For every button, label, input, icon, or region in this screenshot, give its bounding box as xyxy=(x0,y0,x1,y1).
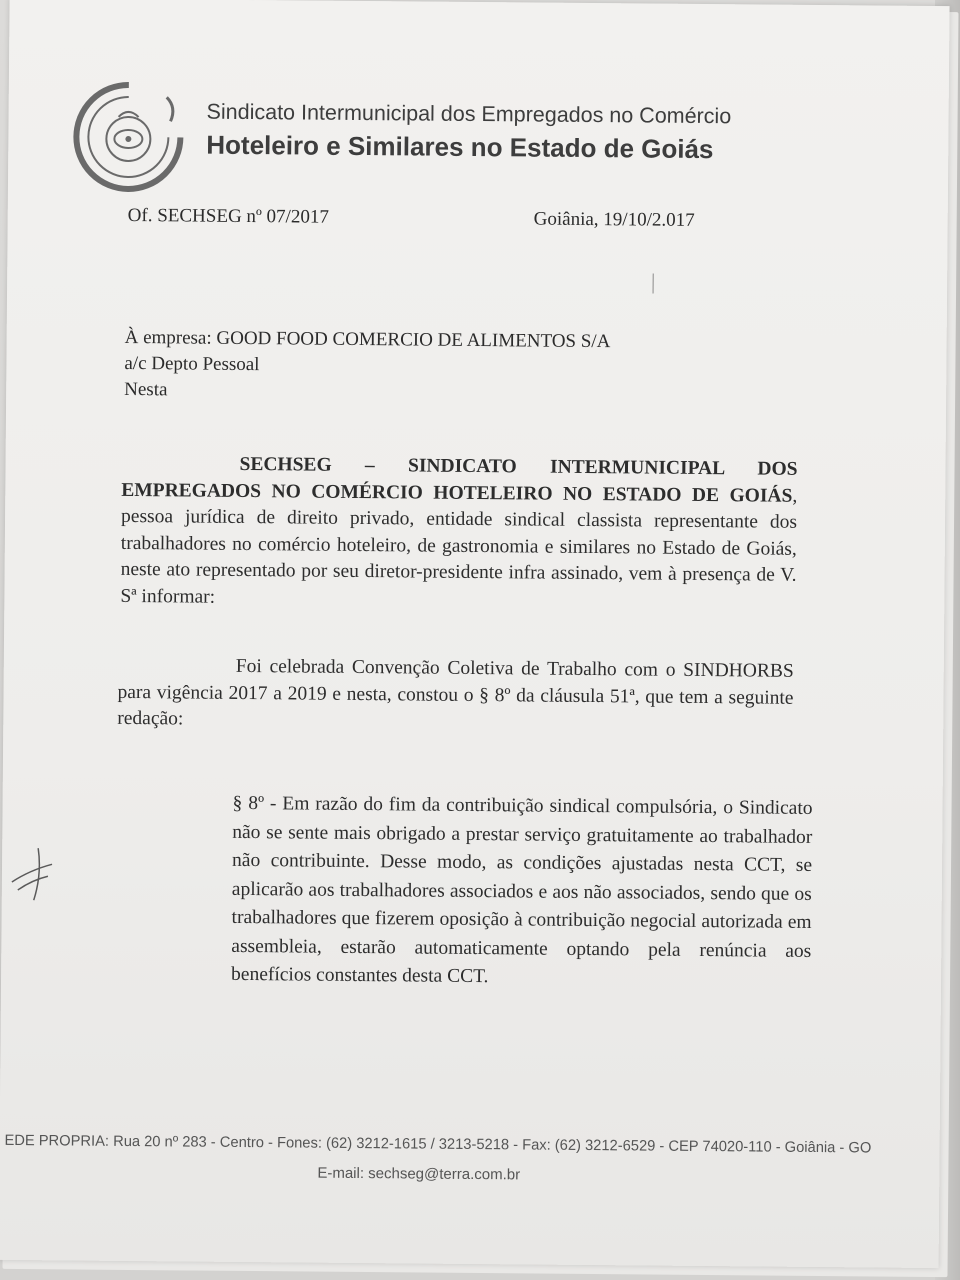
footer-address: EDE PROPRIA: Rua 20 nº 283 - Centro - Fones: (62) 3212-1615 / 3213-5218 - Fax: (62) 3212-6529 - CEP 74020-110 - Goiânia - GO xyxy=(4,1131,872,1157)
sender-name: SECHSEG – SINDICATO INTERMUNICIPAL DOS EMPREGADOS NO COMÉRCIO HOTELEIRO NO ESTADO DE GOIÁS xyxy=(121,453,798,507)
pen-tick-mark xyxy=(647,271,659,295)
recipient-location: Nesta xyxy=(124,378,168,401)
document-date: Goiânia, 19/10/2.017 xyxy=(533,208,695,231)
letterhead-title: Sindicato Intermunicipal dos Empregados no Comércio xyxy=(206,99,732,129)
intro-paragraph xyxy=(120,451,797,616)
document-reference: Of. SECHSEG nº 07/2017 xyxy=(127,204,329,228)
body-text: Foi celebrada Convenção Coletiva de Trabalho com o SINDHORBS para vigência 2017 a 2019 e nesta, constou o § 8º da cláusula 51ª, que tem a seguinte redação: xyxy=(117,655,794,730)
footer-email: E-mail: sechseg@terra.com.br xyxy=(317,1164,521,1184)
recipient-company: À empresa: GOOD FOOD COMERCIO DE ALIMENTOS S/A xyxy=(124,326,611,353)
recipient-block xyxy=(124,325,610,407)
body-paragraph xyxy=(117,653,794,738)
intro-text: , pessoa jurídica de direito privado, entidade sindical classista representante dos trabalhadores no comércio hoteleiro, de gastronomia e similares no Estado de Goiás, neste ato representado por seu diretor-presidente infra assinado, vem à presença de V. Sª informar: xyxy=(120,485,798,608)
handwritten-initial-mark-icon xyxy=(8,844,59,904)
quoted-clause: § 8º - Em razão do fim da contribuição sindical compulsória, o Sindicato não se sente mais obrigado a prestar serviço gratuitamente ao trabalhador não contribuinte. Desse modo, as condições ajustadas nesta CCT, se aplicarão aos trabalhadores associados e aos não associados, sendo que os trabalhadores que fizerem oposição à contribuição negocial autorizada em assembleia, estarão automaticamente optando pela renúncia aos benefícios constantes desta CCT. xyxy=(230,792,813,988)
letterhead-subtitle: Hoteleiro e Similares no Estado de Goiás xyxy=(206,129,714,165)
union-seal-logo-icon xyxy=(58,76,199,197)
recipient-attention: a/c Depto Pessoal xyxy=(124,352,260,376)
